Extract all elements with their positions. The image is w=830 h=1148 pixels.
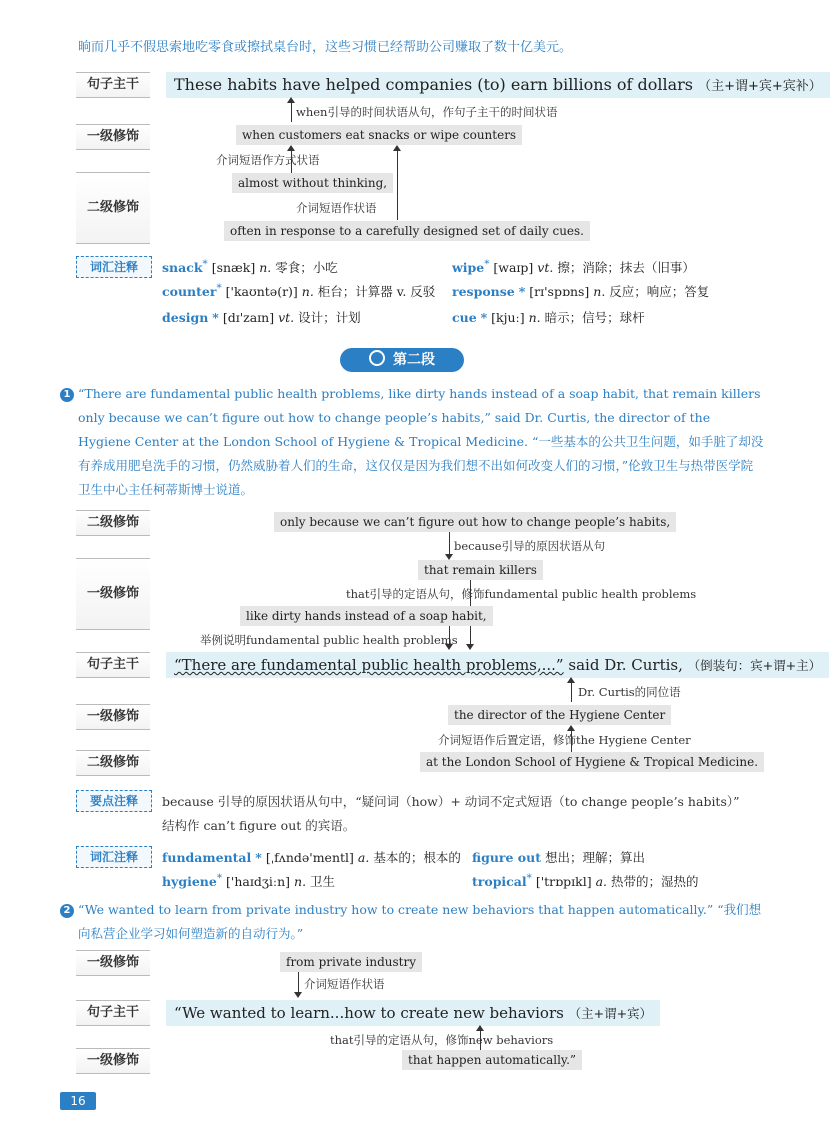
block1-main-struct: （主+谓+宾+宾补） [698, 79, 822, 94]
connector [571, 682, 572, 702]
note-when: when引导的时间状语从句，作句子主干的时间状语 [296, 105, 558, 119]
para2-en: “We wanted to learn from private industry how to create new behaviors that happen automatically.” [78, 902, 714, 917]
block3-l1-from: from private industry [280, 952, 422, 972]
vocab-item: tropical* ['trɒpɪkl] a. 热带的；湿热的 [472, 872, 699, 890]
para-number: 1 [60, 388, 74, 402]
vocab-item: fundamental * [ˌfʌndə'mentl] a. 基本的；根本的 [162, 850, 461, 865]
vocab-item: figure out 想出；理解；算出 [472, 850, 646, 865]
block2-l1-director: the director of the Hygiene Center [448, 705, 671, 725]
label-main: 句子主干 [76, 652, 150, 678]
block1-l2b: often in response to a carefully designed set of daily cues. [224, 221, 590, 241]
vocab-item: hygiene* ['haɪdʒiːn] n. 卫生 [162, 872, 336, 890]
label-level1: 一级修饰 [76, 124, 150, 150]
vocab-item: snack* [snæk] n. 零食；小吃 [162, 258, 338, 276]
note-that: that引导的定语从句，修饰fundamental public health problems [346, 587, 697, 601]
connector [298, 972, 299, 992]
note-appos: Dr. Curtis的同位语 [578, 685, 681, 699]
block2-main-b: said Dr. Curtis, [568, 656, 683, 674]
intro-line: 晌而几乎不假思索地吃零食或擦拭桌台时，这些习惯已经帮助公司赚取了数十亿美元。 [78, 40, 573, 55]
label-level2: 二级修饰 [76, 172, 150, 244]
note-from: 介词短语作状语 [304, 977, 385, 991]
block1-main-sentence: These habits have helped companies (to) earn billions of dollars [174, 75, 694, 94]
label-level1: 一级修饰 [76, 950, 150, 976]
para1 [78, 382, 764, 502]
block2-main [166, 652, 829, 678]
block2-main-struct: （倒装句：宾+谓+主） [687, 658, 822, 673]
connector [397, 150, 398, 220]
label-main: 句子主干 [76, 1000, 150, 1026]
block1-l1: when customers eat snacks or wipe counters [236, 125, 522, 145]
search-icon [369, 350, 385, 366]
block1-main [166, 72, 830, 98]
keynote-line2: 结构作 can’t figure out 的宾语。 [162, 818, 356, 833]
block3-l1-that: that happen automatically.” [402, 1050, 582, 1070]
label-key: 要点注释 [76, 790, 152, 812]
label-level2: 二级修饰 [76, 750, 150, 776]
section-title-text: 第二段 [393, 352, 435, 368]
note-like: 举例说明fundamental public health problems [200, 633, 458, 647]
block2-l1-like: like dirty hands instead of a soap habit, [240, 606, 493, 626]
vocab-item: counter* ['kaʊntə(r)] n. 柜台；计算器 v. 反驳 [162, 282, 436, 300]
label-vocab: 词汇注释 [76, 256, 152, 278]
arrow [466, 644, 474, 650]
connector [291, 102, 292, 122]
block1-l2a: almost without thinking, [232, 173, 393, 193]
note-prep1: 介词短语作方式状语 [216, 153, 320, 167]
block2-l2-because: only because we can’t figure out how to change people’s habits, [274, 512, 676, 532]
label-level1: 一级修饰 [76, 558, 150, 630]
note-prep2: 介词短语作状语 [296, 201, 377, 215]
section-title [340, 348, 464, 372]
block2-l2-at: at the London School of Hygiene & Tropical Medicine. [420, 752, 764, 772]
label-main: 句子主干 [76, 72, 150, 98]
note-because: because引导的原因状语从句 [454, 539, 606, 553]
label-vocab: 词汇注释 [76, 846, 152, 868]
para2-cn: “我们想向私营企业学习如何塑造新的自动行为。” [78, 902, 762, 941]
block2-main-a: “There are fundamental public health problems,...” [174, 656, 564, 674]
page-number: 16 [60, 1092, 96, 1110]
connector [449, 532, 450, 554]
vocab-item: cue * [kjuː] n. 暗示；信号；球杆 [452, 310, 645, 325]
para-number: 2 [60, 904, 74, 918]
label-level1: 一级修饰 [76, 704, 150, 730]
vocab-item: design * [dɪ'zaɪn] vt. 设计；计划 [162, 310, 361, 325]
note-prep: 介词短语作后置定语，修饰the Hygiene Center [438, 733, 691, 747]
block3-main [166, 1000, 660, 1026]
para1-en: “There are fundamental public health problems, like dirty hands instead of a soap habit, that remain killers only because we can’t figure out how to change people’s habits,” said Dr. Curtis, the director of the Hygiene Center at the London School of Hygiene & Tropical Medicine. [78, 386, 761, 449]
label-level1: 一级修饰 [76, 1048, 150, 1074]
block2-l1-that: that remain killers [418, 560, 543, 580]
keynote-line1: because 引导的原因状语从句中，“疑问词（how）+ 动词不定式短语（to change people’s habits）” [162, 794, 740, 809]
block3-main-struct: （主+谓+宾） [568, 1006, 653, 1021]
note-that: that引导的定语从句，修饰new behaviors [330, 1033, 554, 1047]
label-level2: 二级修饰 [76, 510, 150, 536]
block3-main-sentence: “We wanted to learn...how to create new behaviors [174, 1004, 564, 1022]
arrow [294, 992, 302, 998]
vocab-item: wipe* [waɪp] vt. 擦；消除；抹去（旧事） [452, 258, 695, 276]
vocab-item: response * [rɪ'spɒns] n. 反应；响应；答复 [452, 284, 710, 299]
para2 [78, 898, 764, 946]
para1-cn: “一些基本的公共卫生问题，如手脏了却没有养成用肥皂洗手的习惯，仍然威胁着人们的生命，这仅仅是因为我们想不出如何改变人们的习惯，”伦敦卫生与热带医学院卫生中心主任柯蒂斯博士说道。 [78, 434, 764, 497]
